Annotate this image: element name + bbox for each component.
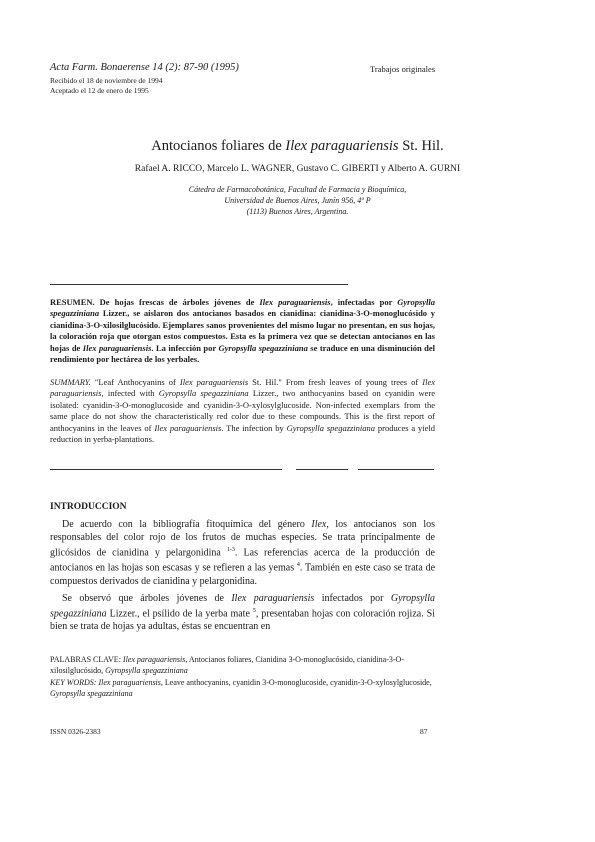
intro-paragraph-2: Se observó que árboles jóvenes de Ilex paraguariensis infectados por Gyropsylla spegazziniana Lizzer., el psílido de la yerba mate $^5$, presentaban hojas con coloración rojiza. Si bien se trata de hojas ya adultas, éstas se encuentran en — [50, 593, 435, 633]
abstract-top-rule — [50, 284, 348, 285]
authors: Rafael A. RICCO, Marcelo L. WAGNER, Gustavo C. GIBERTI y Alberto A. GURNI — [134, 164, 461, 174]
keywords-english: KEY WORDS: Ilex paraguariensis, Leave anthocyanins, cyanidin 3-O-monoglucoside, cyanidin-3-O-xylosylglucoside, Gyropsylla spegazziniana — [50, 677, 432, 699]
title-species: Ilex paraguariensis — [285, 138, 399, 154]
introduction-heading: INTRODUCCION — [50, 502, 127, 512]
keywords-spanish: PALABRAS CLAVE: Ilex paraguariensis, Antocianos foliares, Cianidina 3-O-monoglucósido, cianidina-3-O-xilosilglucósido, Gyropsylla spegazziniana — [50, 655, 404, 676]
summary-abstract: SUMMARY. "Leaf Anthocyanins of Ilex paraguariensis St. Hil." From fresh leaves of young trees of Ilex paraguariensis, infected with Gyropsylla spegazziniana Lizzer., two anthocyanins based on cyanidin were isolated: cyanidin-3-O-monoglucoside and cyanidin-3-O-xylosylglucoside. Non-infected exemplars from the same place do not show the characteristically red color due to these compounds. This is the first report of anthocyanins in the leaves of Ilex paraguariensis. The infection by Gyropsylla spegazziniana produces a yield reduction in yerba-plantations. — [50, 377, 435, 445]
resumen-abstract: RESUMEN. De hojas frescas de árboles jóvenes de Ilex paraguariensis, infectadas por Gyropsylla spegazziniana Lizzer., se aislaron dos antocianos basados en cianidina: cianidina-3-O-monoglucósido y cianidina-3-O-xilosilglucósido. Ejemplares sanos provenientes del mismo lugar no presentan, en sus hojas, la coloración roja que otorgan estos compuestos. Esta es la primera vez que se detectan antocianos en las hojas de Ilex paraguariensis. La infección por Gyropsylla spegazziniana se traduce en una disminución del rendimiento por hectárea de los yerbales. — [50, 297, 436, 365]
abstract-bottom-rule-mid — [296, 469, 348, 470]
abstract-bottom-rule-left — [50, 469, 282, 470]
article-title: Antocianos foliares de Ilex paraguariensis St. Hil. — [151, 138, 444, 154]
section-label: Trabajos originales — [370, 64, 436, 74]
received-date: Recibido el 18 de noviembre de 1994 — [50, 76, 163, 85]
summary-label: SUMMARY. — [50, 377, 91, 387]
page-number: 87 — [420, 727, 428, 736]
received-accepted-dates — [50, 76, 162, 95]
issn: ISSN 0326-2383 — [50, 727, 101, 736]
resumen-label: RESUMEN. — [50, 297, 95, 307]
reference-marker: 1-3 — [226, 547, 235, 553]
intro-paragraph-1: De acuerdo con la bibliografía fitoquímica del género Ilex, los antocianos son los responsables del color rojo de los frutos de muchas especies. Se trata principalmente de glicósidos de cianidina y pelargonidina $^{1-3}$. Las referencias acerca de la producción de antocianos en las hojas son escasas y se refieren a las yemas $^4$. También en este caso se trata de compuestos derivados de cianidina y pelargonidina. — [50, 519, 436, 587]
journal-citation: Acta Farm. Bonaerense 14 (2): 87-90 (1995) — [50, 62, 239, 73]
reference-marker: 5 — [252, 608, 256, 614]
abstract-bottom-rule-right — [358, 469, 434, 470]
keywords-block — [50, 654, 435, 700]
affiliation: Cátedra de Farmacobotánica, Facultad de Farmacia y Bioquímica, Universidad de Buenos Aires, Junín 956, 4º P (1113) Buenos Aires, Argentina. — [188, 185, 407, 216]
reference-marker: 4 — [296, 562, 300, 569]
accepted-date: Aceptado el 12 de enero de 1995 — [50, 85, 149, 95]
